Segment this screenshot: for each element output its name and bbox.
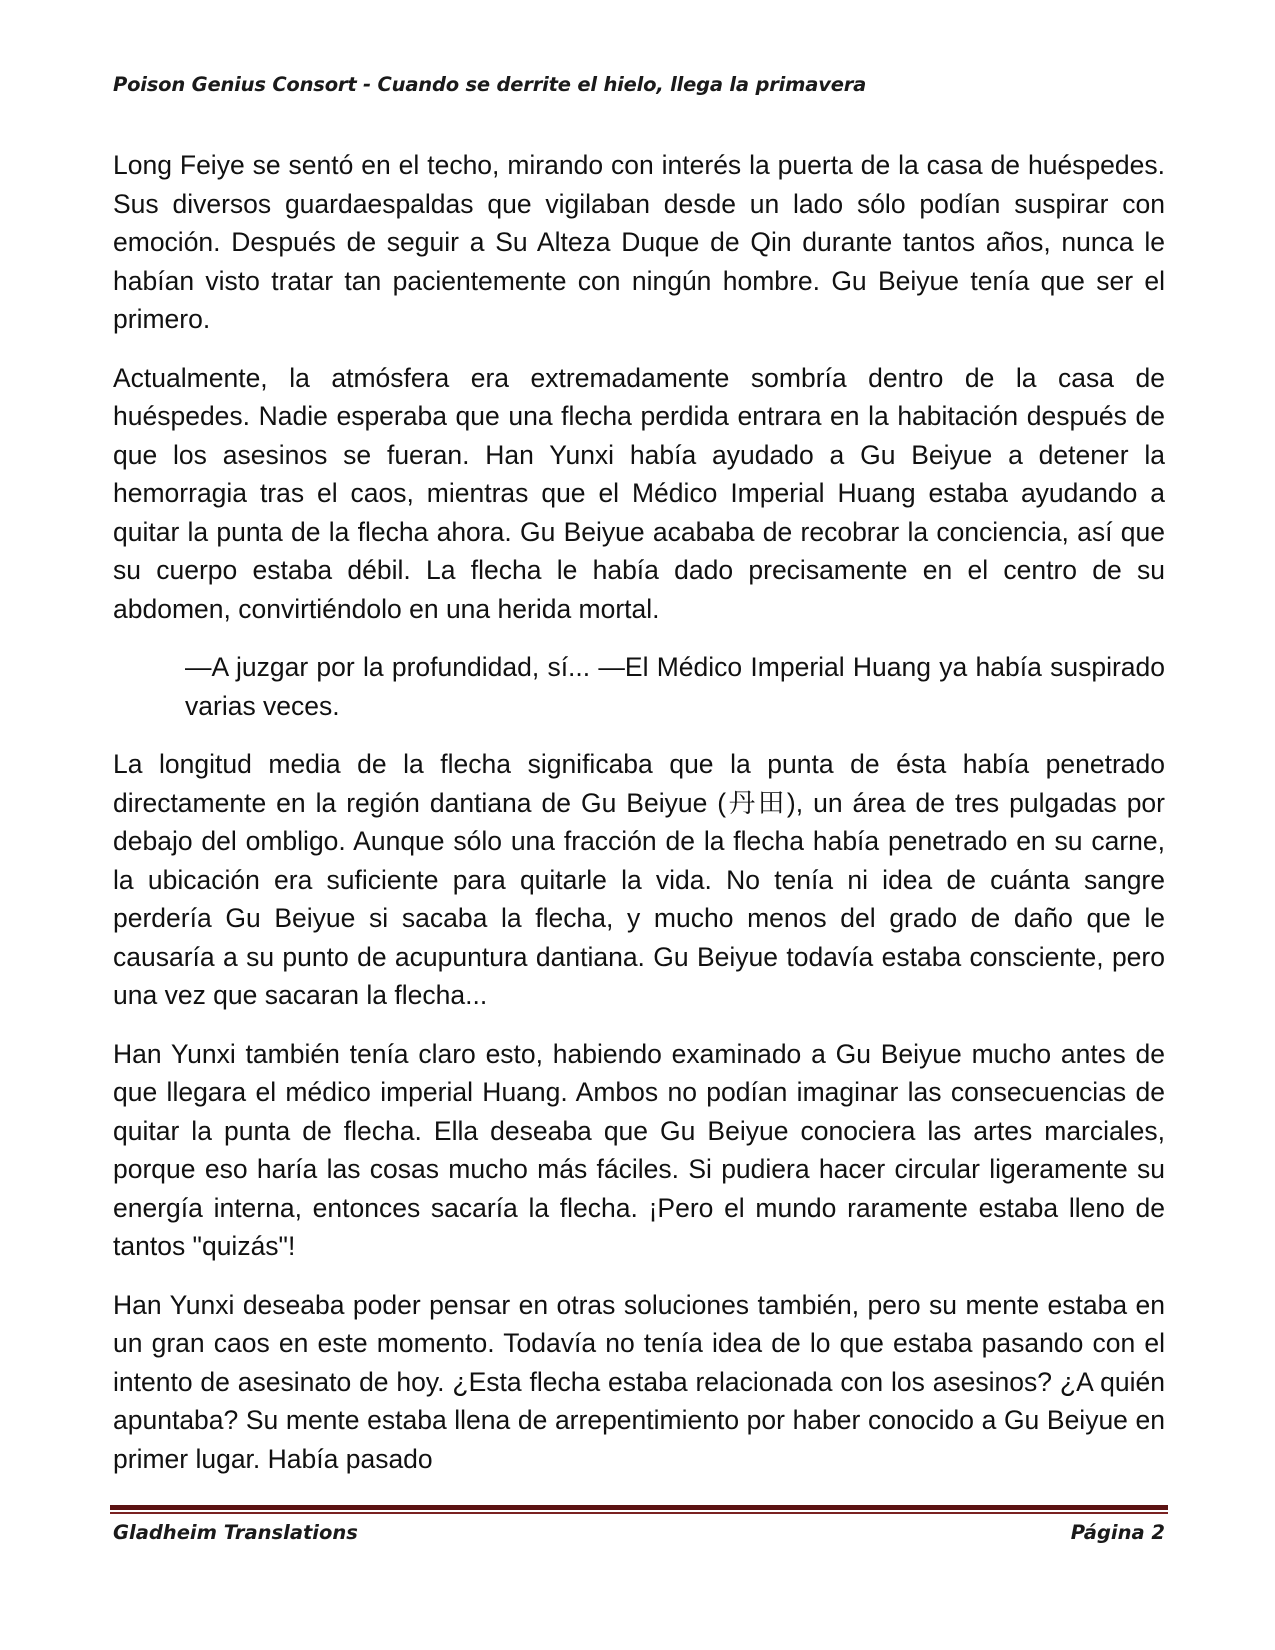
footer-rule-thin <box>110 1512 1168 1514</box>
footer-rule <box>110 1505 1168 1510</box>
paragraph: Long Feiye se sentó en el techo, mirando con interés la puerta de la casa de huéspedes. Sus diversos guardaespaldas que vigilaban desde un lado sólo podían suspirar con emoción. Después de seguir a Su Alteza Duque de Qin durante tantos años, nunca le habían visto tratar tan pacientemente con ningún hombre. Gu Beiyue tenía que ser el primero. <box>113 150 1165 334</box>
paragraph: Actualmente, la atmósfera era extremadamente sombría dentro de la casa de huéspedes. Nadie esperaba que una flecha perdida entrara en la habitación después de que los asesinos se fueran. Han Yunxi había ayudado a Gu Beiyue a detener la hemorragia tras el caos, mientras que el Médico Imperial Huang estaba ayudando a quitar la punta de la flecha ahora. Gu Beiyue acababa de recobrar la conciencia, así que su cuerpo estaba débil. La flecha le había dado precisamente en el centro de su abdomen, convirtiéndolo en una herida mortal. <box>113 362 1165 624</box>
dialogue-paragraph: —A juzgar por la profundidad, sí... —El Médico Imperial Huang ya había suspirado varias veces. <box>185 652 1165 721</box>
paragraph: Han Yunxi deseaba poder pensar en otras soluciones también, pero su mente estaba en un gran caos en este momento. Todavía no tenía idea de lo que estaba pasando con el intento de asesinato de hoy. ¿Esta flecha estaba relacionada con los asesinos? ¿A quién apuntaba? Su mente estaba llena de arrepentimiento por haber conocido a Gu Beiyue en primer lugar. Había pasado <box>113 1289 1165 1474</box>
paragraph: La longitud media de la flecha significaba que la punta de ésta había penetrado directamente en la región dantiana de Gu Beiyue (丹田), un área de tres pulgadas por debajo del ombligo. Aunque sólo una fracción de la flecha había penetrado en su carne, la ubicación era suficiente para quitarle la vida. No tenía ni idea de cuánta sangre perdería Gu Beiyue si sacaba la flecha, y mucho menos del grado de daño que le causaría a su punto de acupuntura dantiana. Gu Beiyue todavía estaba consciente, pero una vez que sacaran la flecha... <box>113 749 1165 1010</box>
running-header: Poison Genius Consort - Cuando se derrite el hielo, llega la primavera <box>113 73 867 96</box>
footer-publisher: Gladheim Translations <box>113 1521 358 1544</box>
page-body <box>113 146 1165 1498</box>
paragraph: Han Yunxi también tenía claro esto, habiendo examinado a Gu Beiyue mucho antes de que llegara el médico imperial Huang. Ambos no podían imaginar las consecuencias de quitar la punta de flecha. Ella deseaba que Gu Beiyue conociera las artes marciales, porque eso haría las cosas mucho más fáciles. Si pudiera hacer circular ligeramente su energía interna, entonces sacaría la flecha. ¡Pero el mundo raramente estaba lleno de tantos "quizás"! <box>113 1038 1165 1261</box>
page-number: Página 2 <box>1070 1521 1165 1544</box>
